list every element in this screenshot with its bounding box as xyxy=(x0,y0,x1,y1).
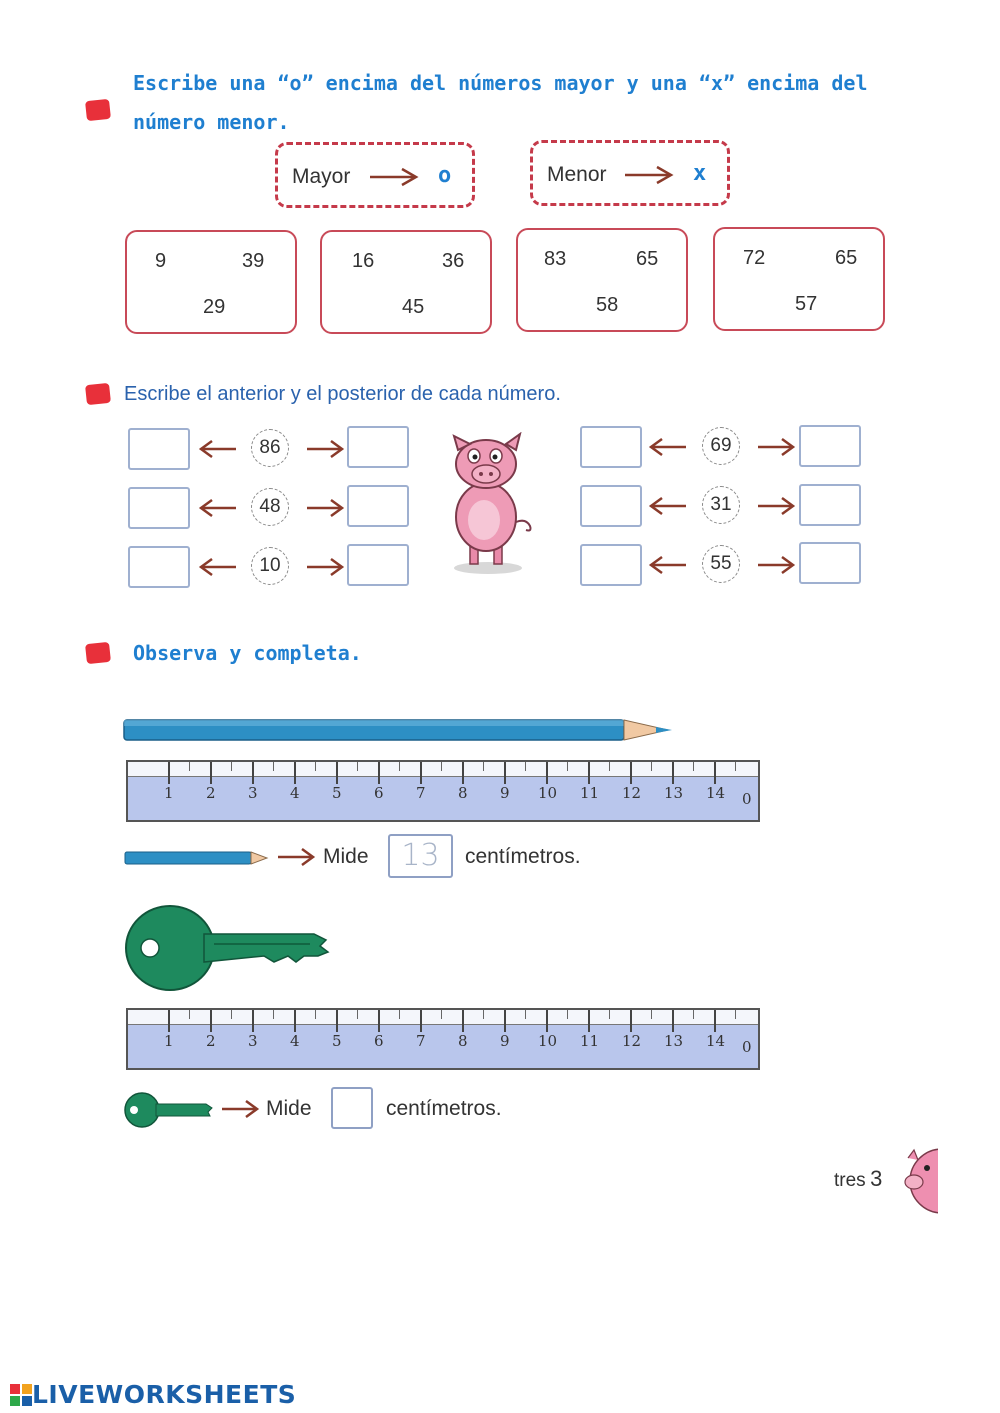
ruler-tick xyxy=(294,762,296,784)
ruler-minor-tick xyxy=(357,762,358,771)
ruler-tick xyxy=(462,1010,464,1032)
ruler-label: 14 xyxy=(706,784,726,802)
arrow-left-icon xyxy=(648,555,688,575)
ruler-minor-tick xyxy=(357,1010,358,1019)
arrow-right-icon xyxy=(368,167,420,187)
ruler-label: 12 xyxy=(622,1032,642,1050)
arrow-left-icon xyxy=(648,496,688,516)
number-circle: 55 xyxy=(702,545,740,583)
legend-mayor-symbol: o xyxy=(438,163,452,188)
number-circle: 31 xyxy=(702,486,740,524)
ruler-label: 6 xyxy=(374,1032,384,1050)
ruler-strip xyxy=(128,762,758,777)
key-length-input[interactable] xyxy=(331,1087,373,1129)
arrow-right-icon xyxy=(756,437,796,457)
ruler-label: 11 xyxy=(580,784,600,802)
mide-label: Mide xyxy=(323,845,369,868)
number-circle: 69 xyxy=(702,427,740,465)
ruler-minor-tick xyxy=(525,762,526,771)
small-pencil-icon xyxy=(124,850,270,866)
ruler-minor-tick xyxy=(693,762,694,771)
ruler-minor-tick xyxy=(483,762,484,771)
ruler-minor-tick xyxy=(735,1010,736,1019)
ruler-tick xyxy=(420,1010,422,1032)
ruler-label: 2 xyxy=(206,784,216,802)
anterior-input-86[interactable] xyxy=(128,428,190,470)
arrow-right-icon xyxy=(756,496,796,516)
ruler-minor-tick xyxy=(189,1010,190,1019)
ruler-tick xyxy=(588,1010,590,1032)
page-digit: 3 xyxy=(870,1166,883,1191)
ruler-label: 13 xyxy=(664,784,684,802)
number-circle: 48 xyxy=(251,488,289,526)
number-b[interactable]: 39 xyxy=(242,250,265,272)
legend-menor-label: Menor xyxy=(547,163,607,186)
ruler-tick xyxy=(378,762,380,784)
pencil-length-input[interactable] xyxy=(388,834,453,878)
posterior-input-10[interactable] xyxy=(347,544,409,586)
pencil-icon xyxy=(122,716,682,746)
ruler-minor-tick xyxy=(735,762,736,771)
ruler-minor-tick xyxy=(231,762,232,771)
logo-grid-icon xyxy=(10,1384,32,1406)
number-a[interactable]: 9 xyxy=(155,250,167,272)
arrow-left-icon xyxy=(198,557,238,577)
number-circle: 10 xyxy=(251,547,289,585)
ruler-minor-tick xyxy=(315,1010,316,1019)
bullet-icon xyxy=(85,99,111,121)
number-b[interactable]: 65 xyxy=(636,248,659,270)
anterior-input-69[interactable] xyxy=(580,426,642,468)
arrow-left-icon xyxy=(648,437,688,457)
ruler-tick xyxy=(672,762,674,784)
ruler-minor-tick xyxy=(441,762,442,771)
ruler-tick xyxy=(630,762,632,784)
legend-mayor xyxy=(275,142,475,208)
posterior-input-69[interactable] xyxy=(799,425,861,467)
number-group-3[interactable] xyxy=(516,228,688,332)
legend-mayor-label: Mayor xyxy=(292,165,351,188)
posterior-input-48[interactable] xyxy=(347,485,409,527)
page-word: tres xyxy=(834,1170,866,1191)
arrow-left-icon xyxy=(198,439,238,459)
arrow-right-icon xyxy=(756,555,796,575)
ruler-label: 9 xyxy=(500,784,510,802)
ruler-label: 12 xyxy=(622,784,642,802)
number-a[interactable]: 83 xyxy=(544,248,567,270)
arrow-right-icon xyxy=(305,498,345,518)
exercise3-instruction: Observa y completa. xyxy=(133,641,362,665)
arrow-right-icon xyxy=(305,439,345,459)
ruler-label: 8 xyxy=(458,784,468,802)
ruler-tick xyxy=(504,1010,506,1032)
number-c[interactable]: 45 xyxy=(402,296,425,318)
ruler-minor-tick xyxy=(651,762,652,771)
mide-label: Mide xyxy=(266,1097,312,1120)
arrow-right-icon xyxy=(220,1099,260,1119)
ruler-minor-tick xyxy=(609,762,610,771)
ruler-tick xyxy=(714,1010,716,1032)
ruler-minor-tick xyxy=(315,762,316,771)
small-key-icon xyxy=(124,1090,214,1130)
ruler-key xyxy=(126,1008,760,1070)
arrow-right-icon xyxy=(276,847,316,867)
posterior-input-86[interactable] xyxy=(347,426,409,468)
number-c[interactable]: 57 xyxy=(795,293,818,315)
logo-text: LIVEWORKSHEETS xyxy=(32,1380,297,1409)
ruler-minor-tick xyxy=(609,1010,610,1019)
centimetros-label: centímetros. xyxy=(465,845,581,868)
legend-menor xyxy=(530,140,730,206)
ruler-label: 5 xyxy=(332,784,342,802)
ruler-pencil xyxy=(126,760,760,822)
ruler-tick xyxy=(462,762,464,784)
ruler-label: 0 xyxy=(742,790,752,808)
anterior-input-55[interactable] xyxy=(580,544,642,586)
pencil-length-value: 13 xyxy=(401,838,440,873)
ruler-label: 6 xyxy=(374,784,384,802)
ruler-tick xyxy=(252,1010,254,1032)
ruler-tick xyxy=(630,1010,632,1032)
ruler-label: 2 xyxy=(206,1032,216,1050)
bullet-icon xyxy=(85,642,111,664)
ruler-label: 10 xyxy=(538,1032,558,1050)
ruler-minor-tick xyxy=(399,1010,400,1019)
ruler-label: 11 xyxy=(580,1032,600,1050)
pig-icon xyxy=(440,432,540,582)
ruler-minor-tick xyxy=(273,762,274,771)
ruler-tick xyxy=(672,1010,674,1032)
ruler-label: 7 xyxy=(416,1032,426,1050)
ruler-label: 8 xyxy=(458,1032,468,1050)
ruler-tick xyxy=(168,1010,170,1032)
ruler-tick xyxy=(210,1010,212,1032)
arrow-right-icon xyxy=(623,165,675,185)
ruler-minor-tick xyxy=(567,1010,568,1019)
ruler-tick xyxy=(546,1010,548,1032)
ruler-minor-tick xyxy=(525,1010,526,1019)
key-icon xyxy=(124,904,344,1000)
arrow-right-icon xyxy=(305,557,345,577)
ruler-tick xyxy=(210,762,212,784)
ruler-minor-tick xyxy=(693,1010,694,1019)
ruler-minor-tick xyxy=(441,1010,442,1019)
number-group-2[interactable] xyxy=(320,230,492,334)
exercise1-instruction-line2: número menor. xyxy=(133,110,290,134)
number-group-1[interactable] xyxy=(125,230,297,334)
ruler-minor-tick xyxy=(399,762,400,771)
ruler-minor-tick xyxy=(567,762,568,771)
ruler-tick xyxy=(168,762,170,784)
number-c[interactable]: 29 xyxy=(203,296,226,318)
ruler-tick xyxy=(714,762,716,784)
number-group-4[interactable] xyxy=(713,227,885,331)
number-a[interactable]: 72 xyxy=(743,247,766,269)
ruler-minor-tick xyxy=(231,1010,232,1019)
page-number xyxy=(834,1166,882,1192)
ruler-label: 10 xyxy=(538,784,558,802)
number-b[interactable]: 36 xyxy=(442,250,465,272)
legend-menor-symbol: x xyxy=(693,161,707,186)
ruler-tick xyxy=(378,1010,380,1032)
ruler-tick xyxy=(336,762,338,784)
ruler-tick xyxy=(252,762,254,784)
posterior-input-55[interactable] xyxy=(799,542,861,584)
ruler-minor-tick xyxy=(189,762,190,771)
posterior-input-31[interactable] xyxy=(799,484,861,526)
ruler-label: 1 xyxy=(164,1032,174,1050)
centimetros-label: centímetros. xyxy=(386,1097,502,1120)
number-c[interactable]: 58 xyxy=(596,294,619,316)
ruler-tick xyxy=(420,762,422,784)
ruler-strip xyxy=(128,1010,758,1025)
ruler-label: 4 xyxy=(290,784,300,802)
arrow-left-icon xyxy=(198,498,238,518)
ruler-label: 3 xyxy=(248,1032,258,1050)
ruler-tick xyxy=(504,762,506,784)
anterior-input-10[interactable] xyxy=(128,546,190,588)
ruler-label: 14 xyxy=(706,1032,726,1050)
ruler-tick xyxy=(336,1010,338,1032)
anterior-input-48[interactable] xyxy=(128,487,190,529)
anterior-input-31[interactable] xyxy=(580,485,642,527)
exercise2-instruction: Escribe el anterior y el posterior de cada número. xyxy=(124,383,561,405)
ruler-tick xyxy=(294,1010,296,1032)
pig-face-icon xyxy=(902,1148,938,1214)
ruler-label: 9 xyxy=(500,1032,510,1050)
ruler-minor-tick xyxy=(651,1010,652,1019)
ruler-label: 1 xyxy=(164,784,174,802)
ruler-label: 3 xyxy=(248,784,258,802)
bullet-icon xyxy=(85,383,111,405)
ruler-tick xyxy=(546,762,548,784)
ruler-tick xyxy=(588,762,590,784)
ruler-minor-tick xyxy=(483,1010,484,1019)
ruler-label: 4 xyxy=(290,1032,300,1050)
ruler-label: 0 xyxy=(742,1038,752,1056)
liveworksheets-logo xyxy=(10,1380,296,1409)
number-circle: 86 xyxy=(251,429,289,467)
exercise1-instruction-line1: Escribe una “o” encima del números mayor y una “x” encima del xyxy=(133,71,868,95)
ruler-label: 5 xyxy=(332,1032,342,1050)
number-b[interactable]: 65 xyxy=(835,247,858,269)
ruler-minor-tick xyxy=(273,1010,274,1019)
number-a[interactable]: 16 xyxy=(352,250,375,272)
ruler-label: 7 xyxy=(416,784,426,802)
ruler-label: 13 xyxy=(664,1032,684,1050)
